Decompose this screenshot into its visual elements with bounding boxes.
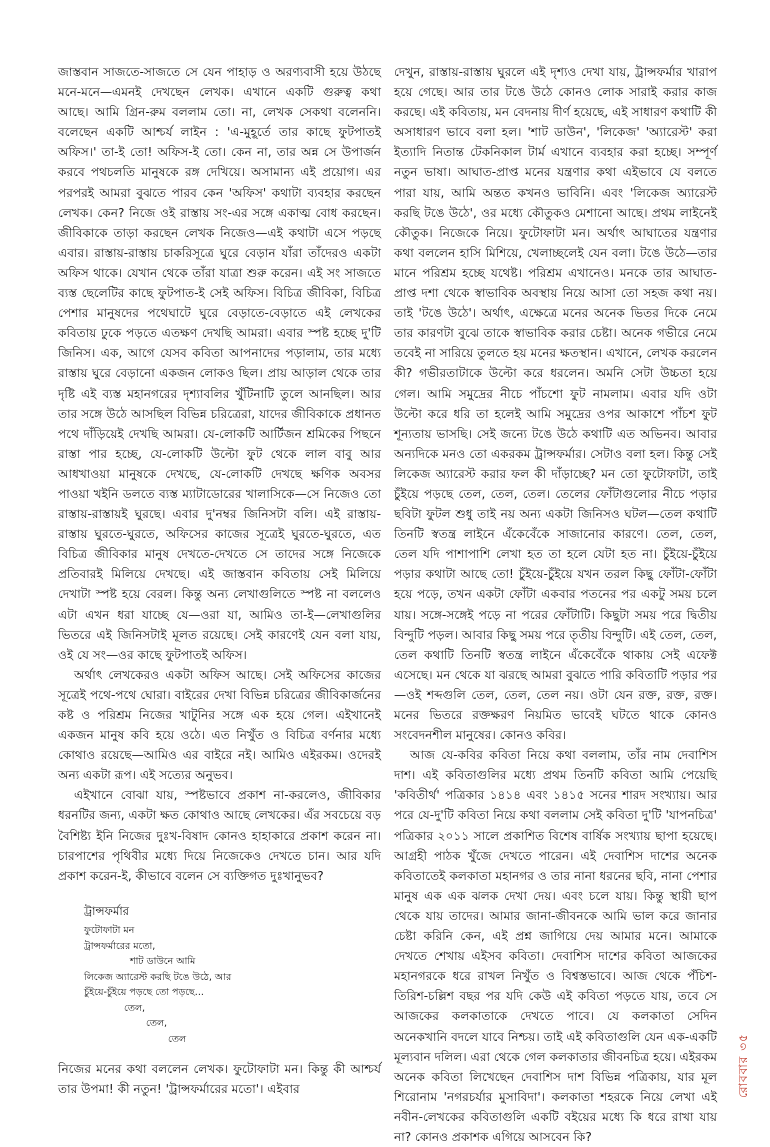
poem-line: তেল (168, 1033, 187, 1045)
poem-line: ফুটোফাটা মন (84, 925, 135, 937)
poem-block (84, 904, 381, 1048)
paragraph: অর্থাৎ লেখকেরও একটা অফিস আছে। সেই অফিসের কাজের সূত্রেই পথে-পথে ঘোরা। বাইরের দেখা বিভিন্ন চরিত্রের জীবিকার্জনের কষ্ট ও পরিশ্রম নিজের খাটুনির সঙ্গে এক হয়ে গেল। এইখানেই একজন মানুষ কবি হয়ে ওঠে। এত নিখুঁত ও বিচিত্র বর্ণনার মধ্যে কোথাও রয়েছে—আমিও এর বাইরে নই। আমিও এইরকম। ওদেরই অন্য একটা রূপ। এই সত্যের অনুভব। (58, 667, 381, 783)
paragraph: আজ যে-কবির কবিতা নিয়ে কথা বললাম, তাঁর নাম দেবাশিস দাশ। এই কবিতাগুলির মধ্যে প্রথম তিনটি কবিতা আমি পেয়েছি 'কবিতীর্থ' পত্রিকার ১৪১৪ এবং ১৪১৫ সনের শারদ সংখ্যায়। আর পরে যে-দু'টি কবিতা নিয়ে কথা বললাম সেই কবিতা দু'টি 'যাপনচিত্র' পত্রিকার ২০১১ সালে প্রকাশিত বিশেষ বার্ষিক সংখ্যায় ছাপা হয়েছে। আগ্রহী পাঠক খুঁজে দেখতে পারেন। এই দেবাশিস দাশের অনেক কবিতাতেই কলকাতা মহানগর ও তার নানা ধরনের ছবি, নানা পেশার মানুষ এক এক ঝলক দেখা দেয়। এবং চলে যায়। কিন্তু স্থায়ী ছাপ থেকে যায় তাদের। আমার জানা-জীবনকে আমি ভাল করে জানার চেষ্টা করিনি কেন, এই প্রশ্ন জাগিয়ে দেয় আমার মনে। আমাকে দেখতে শেখায় এইসব কবিতা। দেবাশিস দাশের কবিতা আজকের মহানগরকে ধরে রাখল নিখুঁত ও বিশ্বস্তভাবে। আজ থেকে পঁচিশ-তিরিশ-চল্লিশ বছর পর যদি কেউ এই কবিতা পড়তে যায়, তবে সে আজকের কলকাতাকে দেখতে পাবে। যে কলকাতা সেদিন অনেকখানি বদলে যাবে নিশ্চয়। তাই এই কবিতাগুলি যেন এক-একটি মূল্যবান দলিল। এরা থেকে গেল কলকাতার জীবনচিত্র হয়ে। এইরকম অনেক কবিতা লিখেছেন দেবাশিস দাশ বিভিন্ন পত্রিকায়, যার মূল শিরোনাম 'নগরচর্যার মুসাবিদা'। কলকাতা শহরকে নিয়ে লেখা এই নবীন-লেখকের কবিতাগুলি একটি বইয়ের মধ্যে কি ধরে রাখা যায় না? কোনও প্রকাশক এগিয়ে আসবেন কি? (394, 748, 717, 1144)
paragraph: এইখানে বোঝা যায়, স্পষ্টভাবে প্রকাশ না-করলেও, জীবিকার ধরনটির জন্য, একটা ক্ষত কোথাও আছে লেখকের। এঁর সবচেয়ে বড় বৈশিষ্ট্য ইনি নিজের দুঃখ-বিষাদ কোনও হাহাকারে প্রকাশ করেন না। চারপাশের পৃথিবীর মধ্যে দিয়ে নিজেকেও দেখতে চান। আর যদি প্রকাশ করেন-ই, কীভাবে বলেন সে ব্যক্তিগত দুঃখানুভব? (58, 788, 381, 883)
right-column (394, 62, 717, 1147)
poem-line: তেল, (146, 1018, 168, 1030)
page-footer-label: রোববার ৩৫ (736, 1033, 750, 1098)
paragraph: জাস্তবান সাজতে-সাজতে সে যেন পাহাড় ও অরণ্যবাসী হয়ে উঠছে মনে-মনে—এমনই দেখছেন লেখক। এখানে একটি গুরুত্ব কথা আছে। আমি গ্রিন-রুম বললাম তো। না, লেখক সেকথা বলেননি। বলেছেন একটি আশ্চর্য লাইন : 'এ-মুহূর্তে তার কাছে ফুটপাতই অফিস।' তা-ই তো! অফিস-ই তো। কেন না, তার অন্ন সে উপার্জন করবে পথচলতি মানুষকে রঙ্গ দেখিয়ে। অসামান্য এই প্রয়োগ। এর পরপরই আমরা বুঝতে পারব কেন 'অফিস' কথাটা ব্যবহার করছেন লেখক। কেন? নিজে ওই রাস্তায় সং-এর সঙ্গে একাত্ম বোধ করছেন। জীবিকাকে তাড়া করছেন লেখক নিজেও—এই কথাটা এসে পড়ছে এবার। রাস্তায়-রাস্তায় চাকরিসূত্রে ঘুরে বেড়ান যাঁরা তাঁদেরও একটা অফিস থাকে। যেখান থেকে তাঁরা যাত্রা শুরু করেন। এই সং সাজতে ব্যস্ত ছেলেটির কাছে ফুটপাত-ই সেই অফিস। বিচিত্র জীবিকা, বিচিত্র পেশার মানুষদের পথেঘাটে ঘুরে বেড়াতে-বেড়াতে এই লেখকের কবিতায় ঢুকে পড়তে এতক্ষণ দেখছি আমরা। এবার স্পষ্ট হচ্ছে দু'টি জিনিস। এক, আগে যেসব কবিতা আপনাদের পড়ালাম, তার মধ্যে রাস্তায় ঘুরে বেড়ানো একজন লোকও ছিল। প্রায় আড়াল থেকে তার দৃষ্টি এই ব্যস্ত মহানগরের দৃশ্যাবলির খুঁটিনাটি তুলে আনছিল। আর তার সঙ্গে উঠে আসছিল বিভিন্ন চরিত্রেরা, যাদের জীবিকাকে প্রধানত পথে দাঁড়িয়েই দেখছি আমরা। যে-লোকটি আর্টিজন শ্রমিকের পিছনে রাস্তা পার হচ্ছে, যে-লোকটি উল্টো ফুট থেকে লাল বাবু আর আধখাওয়া মানুষকে দেখছে, যে-লোকটি দেখছে ক্ষণিক অবসর পাওয়া খইনি ডলতে ব্যস্ত ম্যাটাডোরের খালাসিকে—সে নিজেও তো রাস্তায়-রাস্তায়ই ঘুরছে। এবার দু'নম্বর জিনিসটা বলি। এই রাস্তায়-রাস্তায় ঘুরতে-ঘুরতে, অফিসের কাজের সূত্রেই ঘুরতে-ঘুরতে, এত বিচিত্র জীবিকার মানুষ দেখতে-দেখতে সে তাদের সঙ্গে নিজেকে প্রতিবারই মিলিয়ে দেখছে। এই জাস্তবান কবিতায় সেই মিলিয়ে দেখাটা স্পষ্ট হয়ে বেরল। কিন্তু অন্য লেখাগুলিতে স্পষ্ট না বললেও এটা এখন ধরা যাচ্ছে যে—ওরা যা, আমিও তা-ই—লেখাগুলির ভিতরে এই জিনিসটাই মূলত রয়েছে। সেই কারণেই যেন বলা যায়, ওই যে সং—ওর কাছে ফুটপাতই অফিস। (58, 65, 381, 662)
poem-line: ট্রান্সফর্মারের মতো, (84, 940, 156, 952)
poem-line: চুঁইয়ে-চুঁইয়ে পড়ছে তো পড়ছে... (84, 987, 204, 999)
poem-title: ট্রান্সফর্মার (84, 903, 129, 918)
left-column (58, 62, 381, 1100)
poem-line: তেল, (124, 1002, 146, 1014)
poem-line: শাট ডাউনে আমি (130, 956, 196, 968)
paragraph: নিজের মনের কথা বললেন লেখক। ফুটোফাটা মন। কিন্তু কী আশ্চর্য তার উপমা! কী নতুন! 'ট্রান্সফর্মারের মতো'। এইবার (58, 1062, 381, 1097)
poem-line: লিকেজ অ্যারেস্ট করছি টঙে উঠে, আর (84, 971, 232, 983)
paragraph: দেখুন, রাস্তায়-রাস্তায় ঘুরলে এই দৃশ্যও দেখা যায়, ট্রান্সফর্মার খারাপ হয়ে গেছে। আর তার টঙে উঠে কোনও লোক সারাই করার কাজ করছে। এই কবিতায়, মন বেদনায় দীর্ণ হয়েছে, এই সাধারণ কথাটি কী অসাধারণ ভাবে বলা হল। 'শাট ডাউন', 'লিকেজ' 'অ্যারেস্ট' করা ইত্যাদি নিতান্ত টেকনিকাল টার্ম এখানে ব্যবহার করা হচ্ছে। সম্পূর্ণ নতুন ভাষা। আঘাত-প্রাপ্ত মনের যন্ত্রণার কথা এইভাবে যে বলতে পারা যায়, আমি অন্তত কখনও ভাবিনি। এবং 'লিকেজ অ্যারেস্ট করছি টঙে উঠে', ওর মধ্যে কৌতুকও মেশানো আছে। প্রথম লাইনেই কৌতুক। নিজেকে নিয়ে। ফুটোফাটা মন। অর্থাৎ আঘাতের যন্ত্রণার কথা বললেন হাসি মিশিয়ে, খেলাচ্ছলেই যেন বলা। টঙে উঠে—তার মানে পরিশ্রম হচ্ছে যথেষ্ট। পরিশ্রম এখানেও। মনকে তার আঘাত-প্রাপ্ত দশা থেকে স্বাভাবিক অবস্থায় নিয়ে আসা তো সহজ কথা নয়। তাই 'টঙে উঠে'। অর্থাৎ, এক্ষেত্রে মনের অনেক ভিতর দিকে নেমে তার কারণটা বুঝে তাকে স্বাভাবিক করার চেষ্টা। অনেক গভীরে নেমে তবেই না সারিয়ে তুলতে হয় মনের ক্ষতস্থান। এখানে, লেখক করলেন কী? গভীরতাটাকে উল্টো করে ধরলেন। অমনি সেটা উচ্চতা হয়ে গেল। আমি সমুদ্রের নীচে পাঁচশো ফুট নামলাম। এবার যদি ওটা উল্টো করে ধরি তা হলেই আমি সমুদ্রের ওপর আকাশে পাঁচশ ফুট শূন্যতায় ভাসছি। সেই জন্যে টঙে উঠে কথাটি এত অভিনব। আবার অন্যদিকে মনও তো একরকম ট্রান্সফর্মার। সেটাও বলা হল। কিন্তু সেই লিকেজ অ্যারেস্ট করার ফল কী দাঁড়াচ্ছে? মন তো ফুটোফাটা, তাই চুঁইয়ে পড়ছে তেল, তেল, তেল। তেলের ফোঁটাগুলোর নীচে পড়ার ছবিটা ফুটল শুধু তাই নয় অন্য একটা জিনিসও ঘটল—তেল কথাটি তিনটি স্বতন্ত্র লাইনে এঁকেবেঁকে সাজানোর কারণে। তেল, তেল, তেল যদি পাশাপাশি লেখা হত তা হলে যেটা হত না। চুঁইয়ে-চুঁইয়ে পড়ার কথাটা আছে তো! চুঁইয়ে-চুঁইয়ে যখন তরল কিছু ফোঁটা-ফোঁটা হয়ে পড়ে, তখন একটা ফোঁটা একবার পতনের পর একটু সময় চলে যায়। সঙ্গে-সঙ্গেই পড়ে না পরের ফোঁটাটি। কিছুটা সময় পরে দ্বিতীয় বিন্দুটি পড়ল। আবার কিছু সময় পরে তৃতীয় বিন্দুটি। এই তেল, তেল, তেল কথাটি তিনটি স্বতন্ত্র লাইনে এঁকেবেঁকে থাকায় সেই এফেক্ট এসেছে। মন থেকে যা ঝরছে আমরা বুঝতে পারি কবিতাটি পড়ার পর—ওই শব্দগুলি তেল, তেল, তেল নয়। ওটা যেন রক্ত, রক্ত, রক্ত। মনের ভিতরে রক্তক্ষরণ নিয়মিত ভাবেই ঘটতে থাকে কোনও সংবেদনশীল মানুষের। কোনও কবির। (394, 65, 717, 743)
